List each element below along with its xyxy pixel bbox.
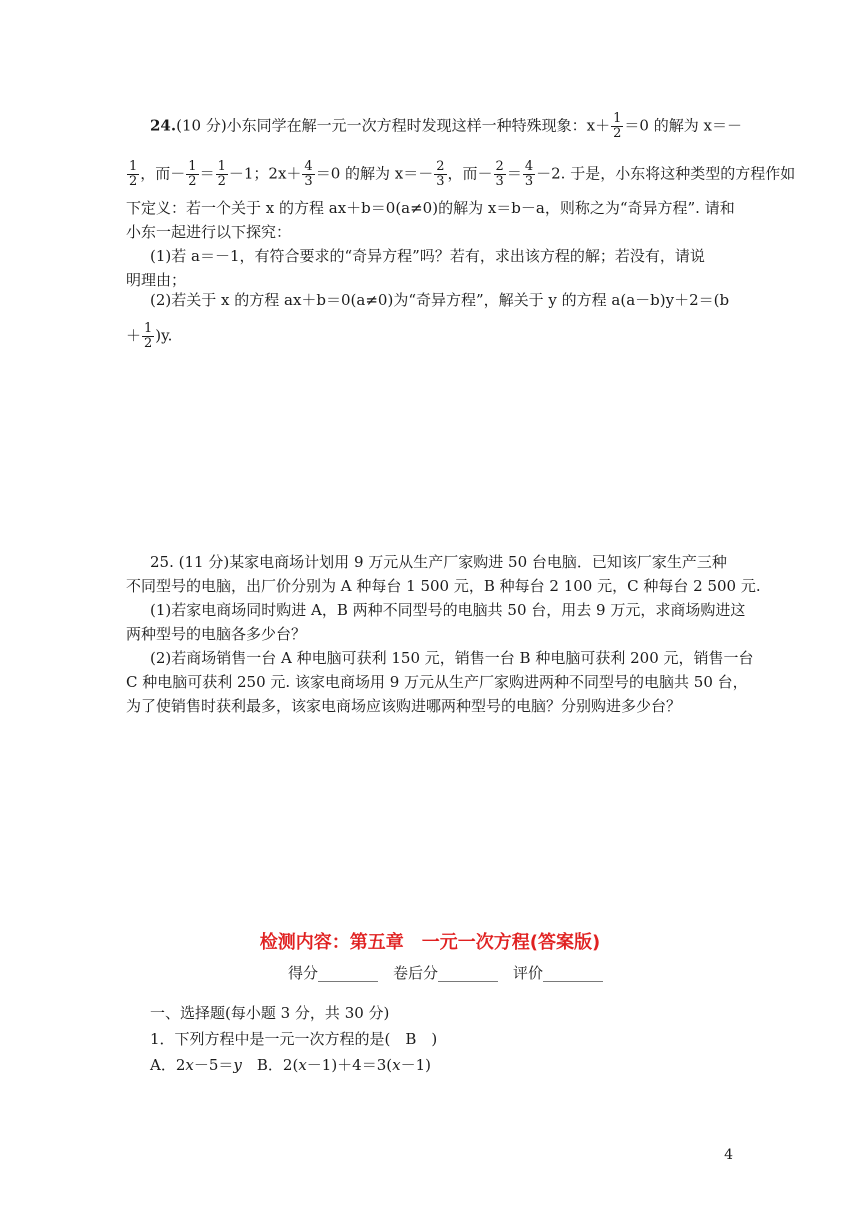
q24-number: 24. [150, 116, 177, 135]
q25-line-3: (1)若家电商场同时购进 A，B 两种不同型号的电脑共 50 台，用去 9 万元，求商场购进这 [150, 601, 746, 619]
q25-line-6: C 种电脑可获利 250 元. 该家电商场用 9 万元从生产厂家购进两种不同型号的电脑共 50 台， [126, 673, 748, 691]
fraction-1-2: $\frac{1}{2}$ [613, 111, 622, 141]
q24-part2-line-1: (2)若关于 x 的方程 ax＋b＝0(a≠0)为“奇异方程”，解关于 y 的方程 a(a－b)y＋2＝(b [150, 291, 730, 309]
q25-line-2: 不同型号的电脑，出厂价分别为 A 种每台 1 500 元，B 种每台 2 100 元，C 种每台 2 500 元. [126, 577, 761, 595]
mc-section-header: 一、选择题(每小题 3 分，共 30 分) [150, 1004, 390, 1022]
fraction-4-3: $\frac{4}{3}$ [524, 159, 534, 189]
score-line: 得分________ 卷后分________ 评价________ [288, 964, 604, 982]
fraction-1-2: $\frac{1}{2}$ [129, 159, 138, 189]
q25-line-7: 为了使销售时获利最多，该家电商场应该购进哪两种型号的电脑？分别购进多少台？ [126, 697, 682, 715]
q24-line-4: 小东一起进行以下探究： [126, 223, 292, 241]
q24-line-1: 24.(10 分)小东同学在解一元一次方程时发现这样一种特殊现象：x＋ $\frac{1}{2}$ ＝0 的解为 x＝－ [150, 111, 742, 141]
q25-line-5: (2)若商场销售一台 A 种电脑可获利 150 元，销售一台 B 种电脑可获利 200 元，销售一台 [150, 649, 754, 667]
section-title: 检测内容：第五章 一元一次方程(答案版) [259, 932, 601, 953]
mc-question-1: 1．下列方程中是一元一次方程的是( B ) [150, 1030, 438, 1048]
mc-question-1-options: A．2x－5＝y B．2(x－1)＋4＝3(x－1) [150, 1056, 431, 1074]
fraction-1-2: $\frac{1}{2}$ [217, 159, 226, 189]
q24-part2-line-2: ＋ $\frac{1}{2}$ )y. [126, 321, 173, 351]
q24-line-2: $\frac{1}{2}$ ，而－ $\frac{1}{2}$ ＝ $\frac{1}{2}$ －1；2x＋ $\frac{4}{3}$ ＝0 的解为 x＝－ $\frac{2}{3}$ ，而－ $\frac{2}{3}$ ＝ $\frac{4}{3}$ －2. 于是，小东将这种类型的方程作如 [129, 159, 796, 189]
q25-line-1: 25. (11 分)某家电商场计划用 9 万元从生产厂家购进 50 台电脑．已知该厂家生产三种 [150, 553, 727, 571]
fraction-1-2: $\frac{1}{2}$ [144, 321, 153, 351]
q24-part1-line-2: 明理由； [126, 271, 187, 289]
q24-part1-line-1: (1)若 a＝－1，有符合要求的“奇异方程”吗？若有，求出该方程的解；若没有，请说 [150, 247, 705, 265]
page-number: 4 [724, 1147, 733, 1163]
fraction-2-3: $\frac{2}{3}$ [495, 159, 504, 189]
fraction-1-2: $\frac{1}{2}$ [188, 159, 197, 189]
fraction-2-3: $\frac{2}{3}$ [436, 159, 445, 189]
q25-line-4: 两种型号的电脑各多少台？ [126, 625, 307, 643]
fraction-4-3: $\frac{4}{3}$ [304, 159, 313, 189]
q24-line-3: 下定义：若一个关于 x 的方程 ax＋b＝0(a≠0)的解为 x＝b－a，则称之为“奇异方程”. 请和 [126, 199, 735, 217]
